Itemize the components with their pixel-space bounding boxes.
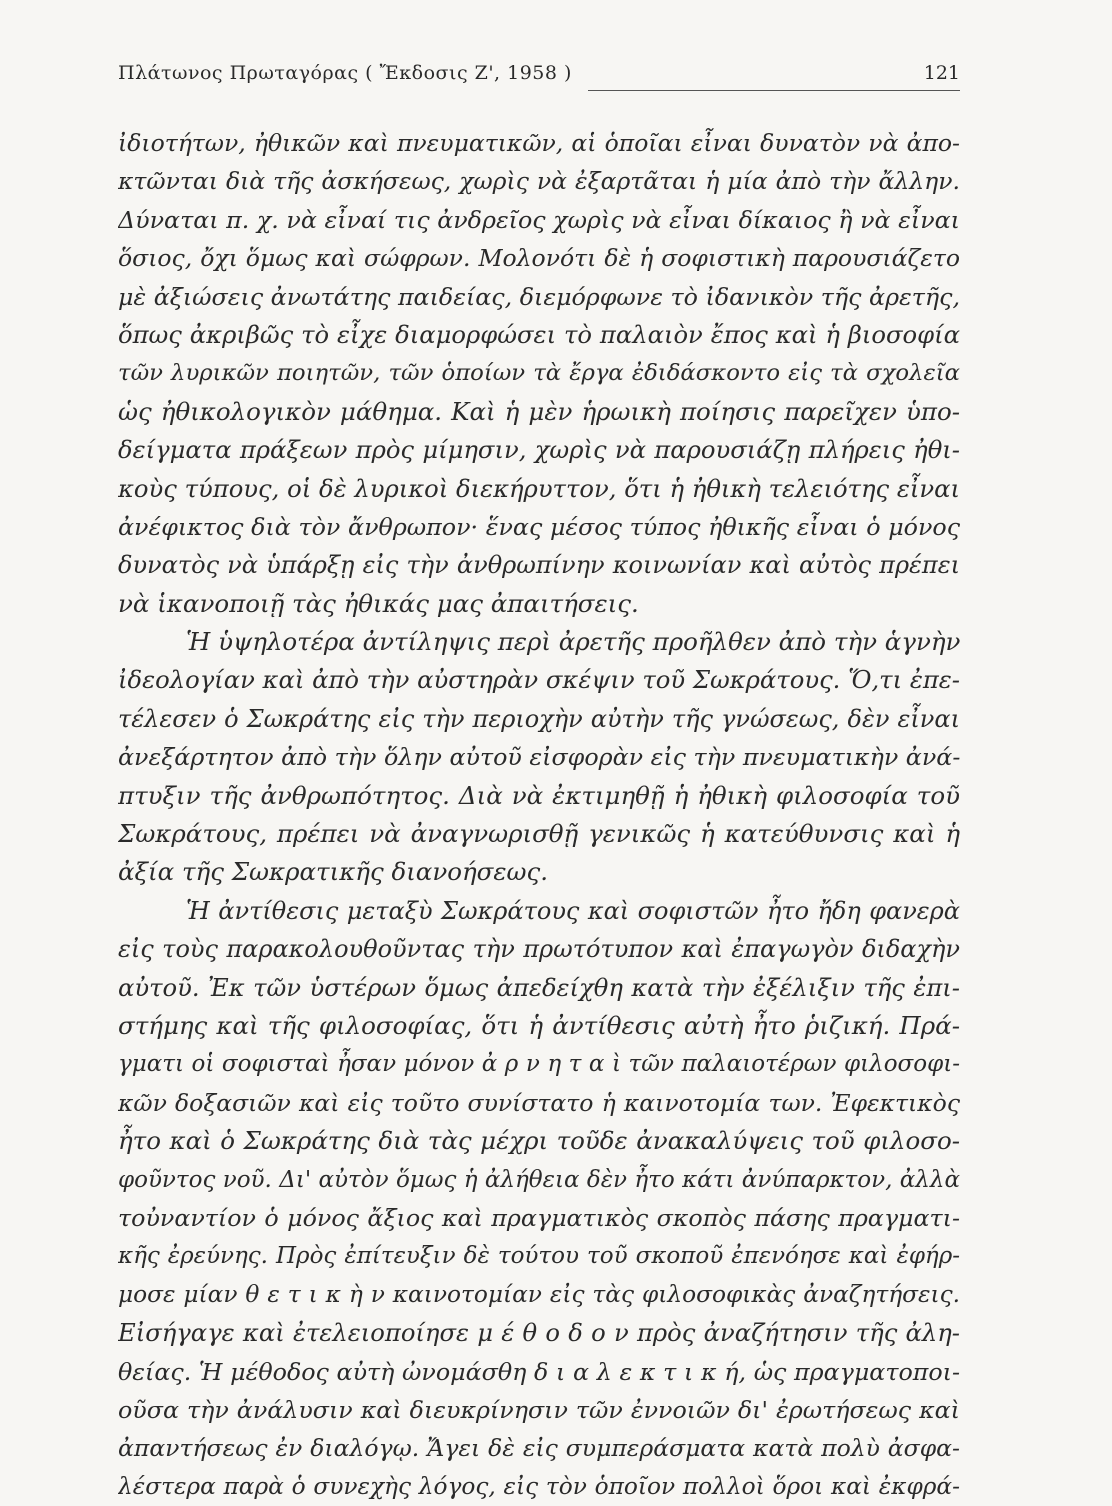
text-line: ἀνέφικτος διὰ τὸν ἄνθρωπον· ἕνας μέσος τύπος ἠθικῆς εἶναι ὁ μόνος bbox=[118, 512, 960, 541]
text-line: κῶν δοξασιῶν καὶ εἰς τοῦτο συνίστατο ἡ καινοτομία των. Ἐφεκτικὸς bbox=[118, 1088, 960, 1117]
text-line: ἀξία τῆς Σωκρατικῆς διανοήσεως. bbox=[118, 857, 549, 887]
text-line: ἀνεξάρτητον ἀπὸ τὴν ὅλην αὐτοῦ εἰσφορὰν εἰς τὴν πνευματικὴν ἀνά- bbox=[118, 743, 960, 772]
text-line: Ἡ ὑψηλοτέρα ἀντίληψις περὶ ἀρετῆς προῆλθεν ἀπὸ τὴν ἁγνὴν bbox=[186, 627, 960, 657]
header-rule bbox=[588, 90, 960, 91]
text-line: Σωκράτους, πρέπει νὰ ἀναγνωρισθῇ γενικῶς ἡ κατεύθυνσις καὶ ἡ bbox=[118, 819, 960, 849]
text-line: αὐτοῦ. Ἐκ τῶν ὑστέρων ὅμως ἀπεδείχθη κατὰ τὴν ἐξέλιξιν τῆς ἐπι- bbox=[118, 972, 960, 1002]
text-line: ἰδεολογίαν καὶ ἀπὸ τὴν αὐστηρὰν σκέψιν τοῦ Σωκράτους. Ὅ,τι ἐπε- bbox=[118, 665, 960, 695]
page-number: 121 bbox=[923, 62, 960, 84]
text-line: ἀπαντήσεως ἐν διαλόγῳ. Ἄγει δὲ εἰς συμπεράσματα κατὰ πολὺ ἀσφα- bbox=[118, 1434, 960, 1463]
text-line: κῆς ἐρεύνης. Πρὸς ἐπίτευξιν δὲ τούτου τοῦ σκοποῦ ἐπενόησε καὶ ἐφήρ- bbox=[118, 1243, 960, 1270]
text-line: τῶν λυρικῶν ποιητῶν, τῶν ὁποίων τὰ ἔργα ἐδιδάσκοντο εἰς τὰ σχολεῖα bbox=[118, 360, 960, 387]
text-line: δείγματα πράξεων πρὸς μίμησιν, χωρὶς νὰ παρουσιάζῃ πλήρεις ἠθι- bbox=[118, 435, 960, 465]
text-line: πτυξιν τῆς ἀνθρωπότητος. Διὰ νὰ ἐκτιμηθῇ ἡ ἠθικὴ φιλοσοφία τοῦ bbox=[118, 780, 960, 810]
text-line: θείας. Ἡ μέθοδος αὐτὴ ὠνομάσθη δ ι α λ ε κ τ ι κ ή, ὡς πραγματοποι- bbox=[118, 1357, 960, 1386]
text-line: οῦσα τὴν ἀνάλυσιν καὶ διευκρίνησιν τῶν ἐννοιῶν δι' ἐρωτήσεως καὶ bbox=[118, 1395, 960, 1424]
text-line: κτῶνται διὰ τῆς ἀσκήσεως, χωρὶς νὰ ἐξαρτᾶται ἡ μία ἀπὸ τὴν ἄλλην. bbox=[118, 167, 960, 196]
text-line: γματι οἱ σοφισταὶ ἦσαν μόνον ἀ ρ ν η τ α ὶ τῶν παλαιοτέρων φιλοσοφι- bbox=[118, 1051, 960, 1078]
text-line: Δύναται π. χ. νὰ εἶναί τις ἀνδρεῖος χωρὶς νὰ εἶναι δίκαιος ἢ νὰ εἶναι bbox=[118, 205, 960, 234]
text-line: λέστερα παρὰ ὁ συνεχὴς λόγος, εἰς τὸν ὁποῖον πολλοὶ ὅροι καὶ ἐκφρά- bbox=[118, 1472, 960, 1500]
text-line: ὅπως ἀκριβῶς τὸ εἶχε διαμορφώσει τὸ παλαιὸν ἔπος καὶ ἡ βιοσοφία bbox=[118, 319, 960, 349]
text-line: ἦτο καὶ ὁ Σωκράτης διὰ τὰς μέχρι τοῦδε ἀνακαλύψεις τοῦ φιλοσο- bbox=[118, 1126, 960, 1156]
text-line: κοὺς τύπους, οἱ δὲ λυρικοὶ διεκήρυττον, ὅτι ἡ ἠθικὴ τελειότης εἶναι bbox=[118, 473, 960, 503]
text-line: ὡς ἠθικολογικὸν μάθημα. Καὶ ἡ μὲν ἡρωικὴ ποίησις παρεῖχεν ὑπο- bbox=[118, 396, 960, 426]
text-line: Ἡ ἀντίθεσις μεταξὺ Σωκράτους καὶ σοφιστῶν ἦτο ἤδη φανερὰ bbox=[186, 896, 960, 925]
body-text bbox=[118, 124, 960, 1506]
text-line: ὅσιος, ὄχι ὅμως καὶ σώφρων. Μολονότι δὲ ἡ σοφιστικὴ παρουσιάζετο bbox=[118, 244, 960, 273]
page-header bbox=[118, 62, 960, 92]
text-line: στήμης καὶ τῆς φιλοσοφίας, ὅτι ἡ ἀντίθεσις αὐτὴ ἦτο ῥιζική. Πρά- bbox=[118, 1010, 960, 1040]
text-line: μοσε μίαν θ ε τ ι κ ὴ ν καινοτομίαν εἰς τὰς φιλοσοφικὰς ἀναζητήσεις. bbox=[118, 1280, 960, 1308]
text-line: εἰς τοὺς παρακολουθοῦντας τὴν πρωτότυπον καὶ ἐπαγωγὸν διδαχὴν bbox=[118, 935, 960, 964]
running-title: Πλάτωνος Πρωταγόρας ( Ἔκδοσις Ζ', 1958 ) bbox=[118, 62, 572, 84]
text-line: Εἰσήγαγε καὶ ἐτελειοποίησε μ έ θ ο δ ο ν πρὸς ἀναζήτησιν τῆς ἀλη- bbox=[118, 1318, 960, 1348]
text-line: ἰδιοτήτων, ἠθικῶν καὶ πνευματικῶν, αἱ ὁποῖαι εἶναι δυνατὸν νὰ ἀπο- bbox=[118, 129, 960, 157]
text-line: μὲ ἀξιώσεις ἀνωτάτης παιδείας, διεμόρφωνε τὸ ἰδανικὸν τῆς ἀρετῆς, bbox=[118, 282, 960, 311]
text-line: νὰ ἱκανοποιῇ τὰς ἠθικάς μας ἀπαιτήσεις. bbox=[118, 588, 639, 618]
text-line: φοῦντος νοῦ. Δι' αὐτὸν ὅμως ἡ ἀλήθεια δὲν ἦτο κάτι ἀνύπαρκτον, ἀλλὰ bbox=[118, 1166, 960, 1193]
text-line: τέλεσεν ὁ Σωκράτης εἰς τὴν περιοχὴν αὐτὴν τῆς γνώσεως, δὲν εἶναι bbox=[118, 704, 960, 733]
text-line: δυνατὸς νὰ ὑπάρξῃ εἰς τὴν ἀνθρωπίνην κοινωνίαν καὶ αὐτὸς πρέπει bbox=[118, 551, 960, 580]
text-line: τοὐναντίον ὁ μόνος ἄξιος καὶ πραγματικὸς σκοπὸς πάσης πραγματι- bbox=[118, 1203, 960, 1232]
